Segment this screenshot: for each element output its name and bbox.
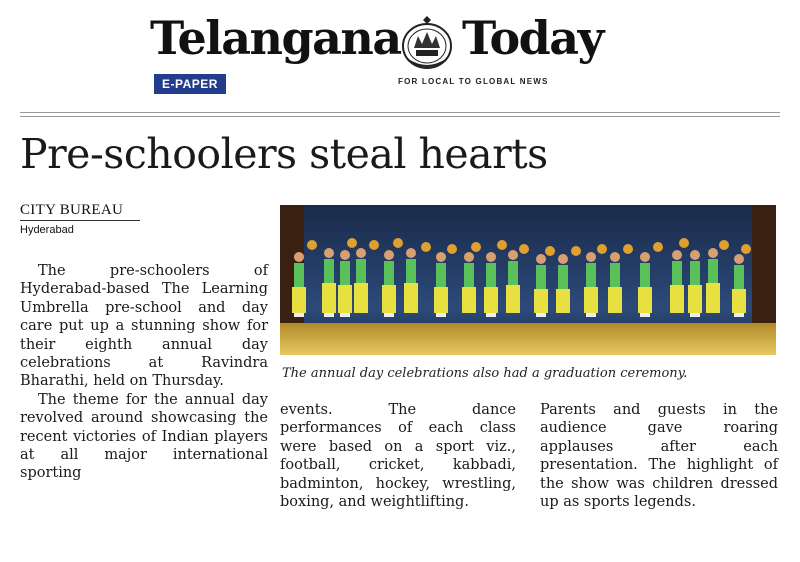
emblem-crest-icon (398, 14, 456, 72)
article-paragraph-2-middle: events. The dance performances of each class were based on a sport viz., football, cricket, kabbadi, badminton, hockey, wrestling, boxing, and weightlifting. (280, 402, 516, 511)
masthead-rule-bottom (20, 116, 780, 117)
masthead-tagline: FOR LOCAL TO GLOBAL NEWS (398, 77, 549, 86)
brand-name-left: Telangana (150, 11, 401, 65)
article-byline: CITY BUREAU (20, 200, 140, 221)
epaper-badge[interactable]: E-PAPER (154, 74, 226, 94)
article-photo (280, 205, 776, 355)
photo-caption: The annual day celebrations also had a graduation ceremony. (282, 366, 688, 381)
article-paragraph-2-start: The theme for the annual day revolved around showcasing the recent victories of Indian players at all major international sporting (20, 391, 268, 482)
masthead-rule-top (20, 112, 780, 113)
article-column-2 (280, 401, 516, 511)
masthead (0, 0, 800, 100)
article-headline: Pre-schoolers steal hearts (20, 130, 548, 178)
article-column-3 (540, 401, 778, 511)
article-paragraph-1: The pre-schoolers of Hyderabad-based The Learning Umbrella pre-school and day care put up a stunning show for their eighth annual day celebrations at Ravindra Bharathi, held on Thursday. (20, 263, 268, 390)
brand-name-right: Today (462, 11, 603, 65)
article-paragraph-2-end: Parents and guests in the audience gave roaring applauses after each presentation. The highlight of the show was children dressed up as sports legends. (540, 402, 778, 511)
article-dateline: Hyderabad (20, 224, 74, 236)
article-column-1 (20, 262, 268, 483)
